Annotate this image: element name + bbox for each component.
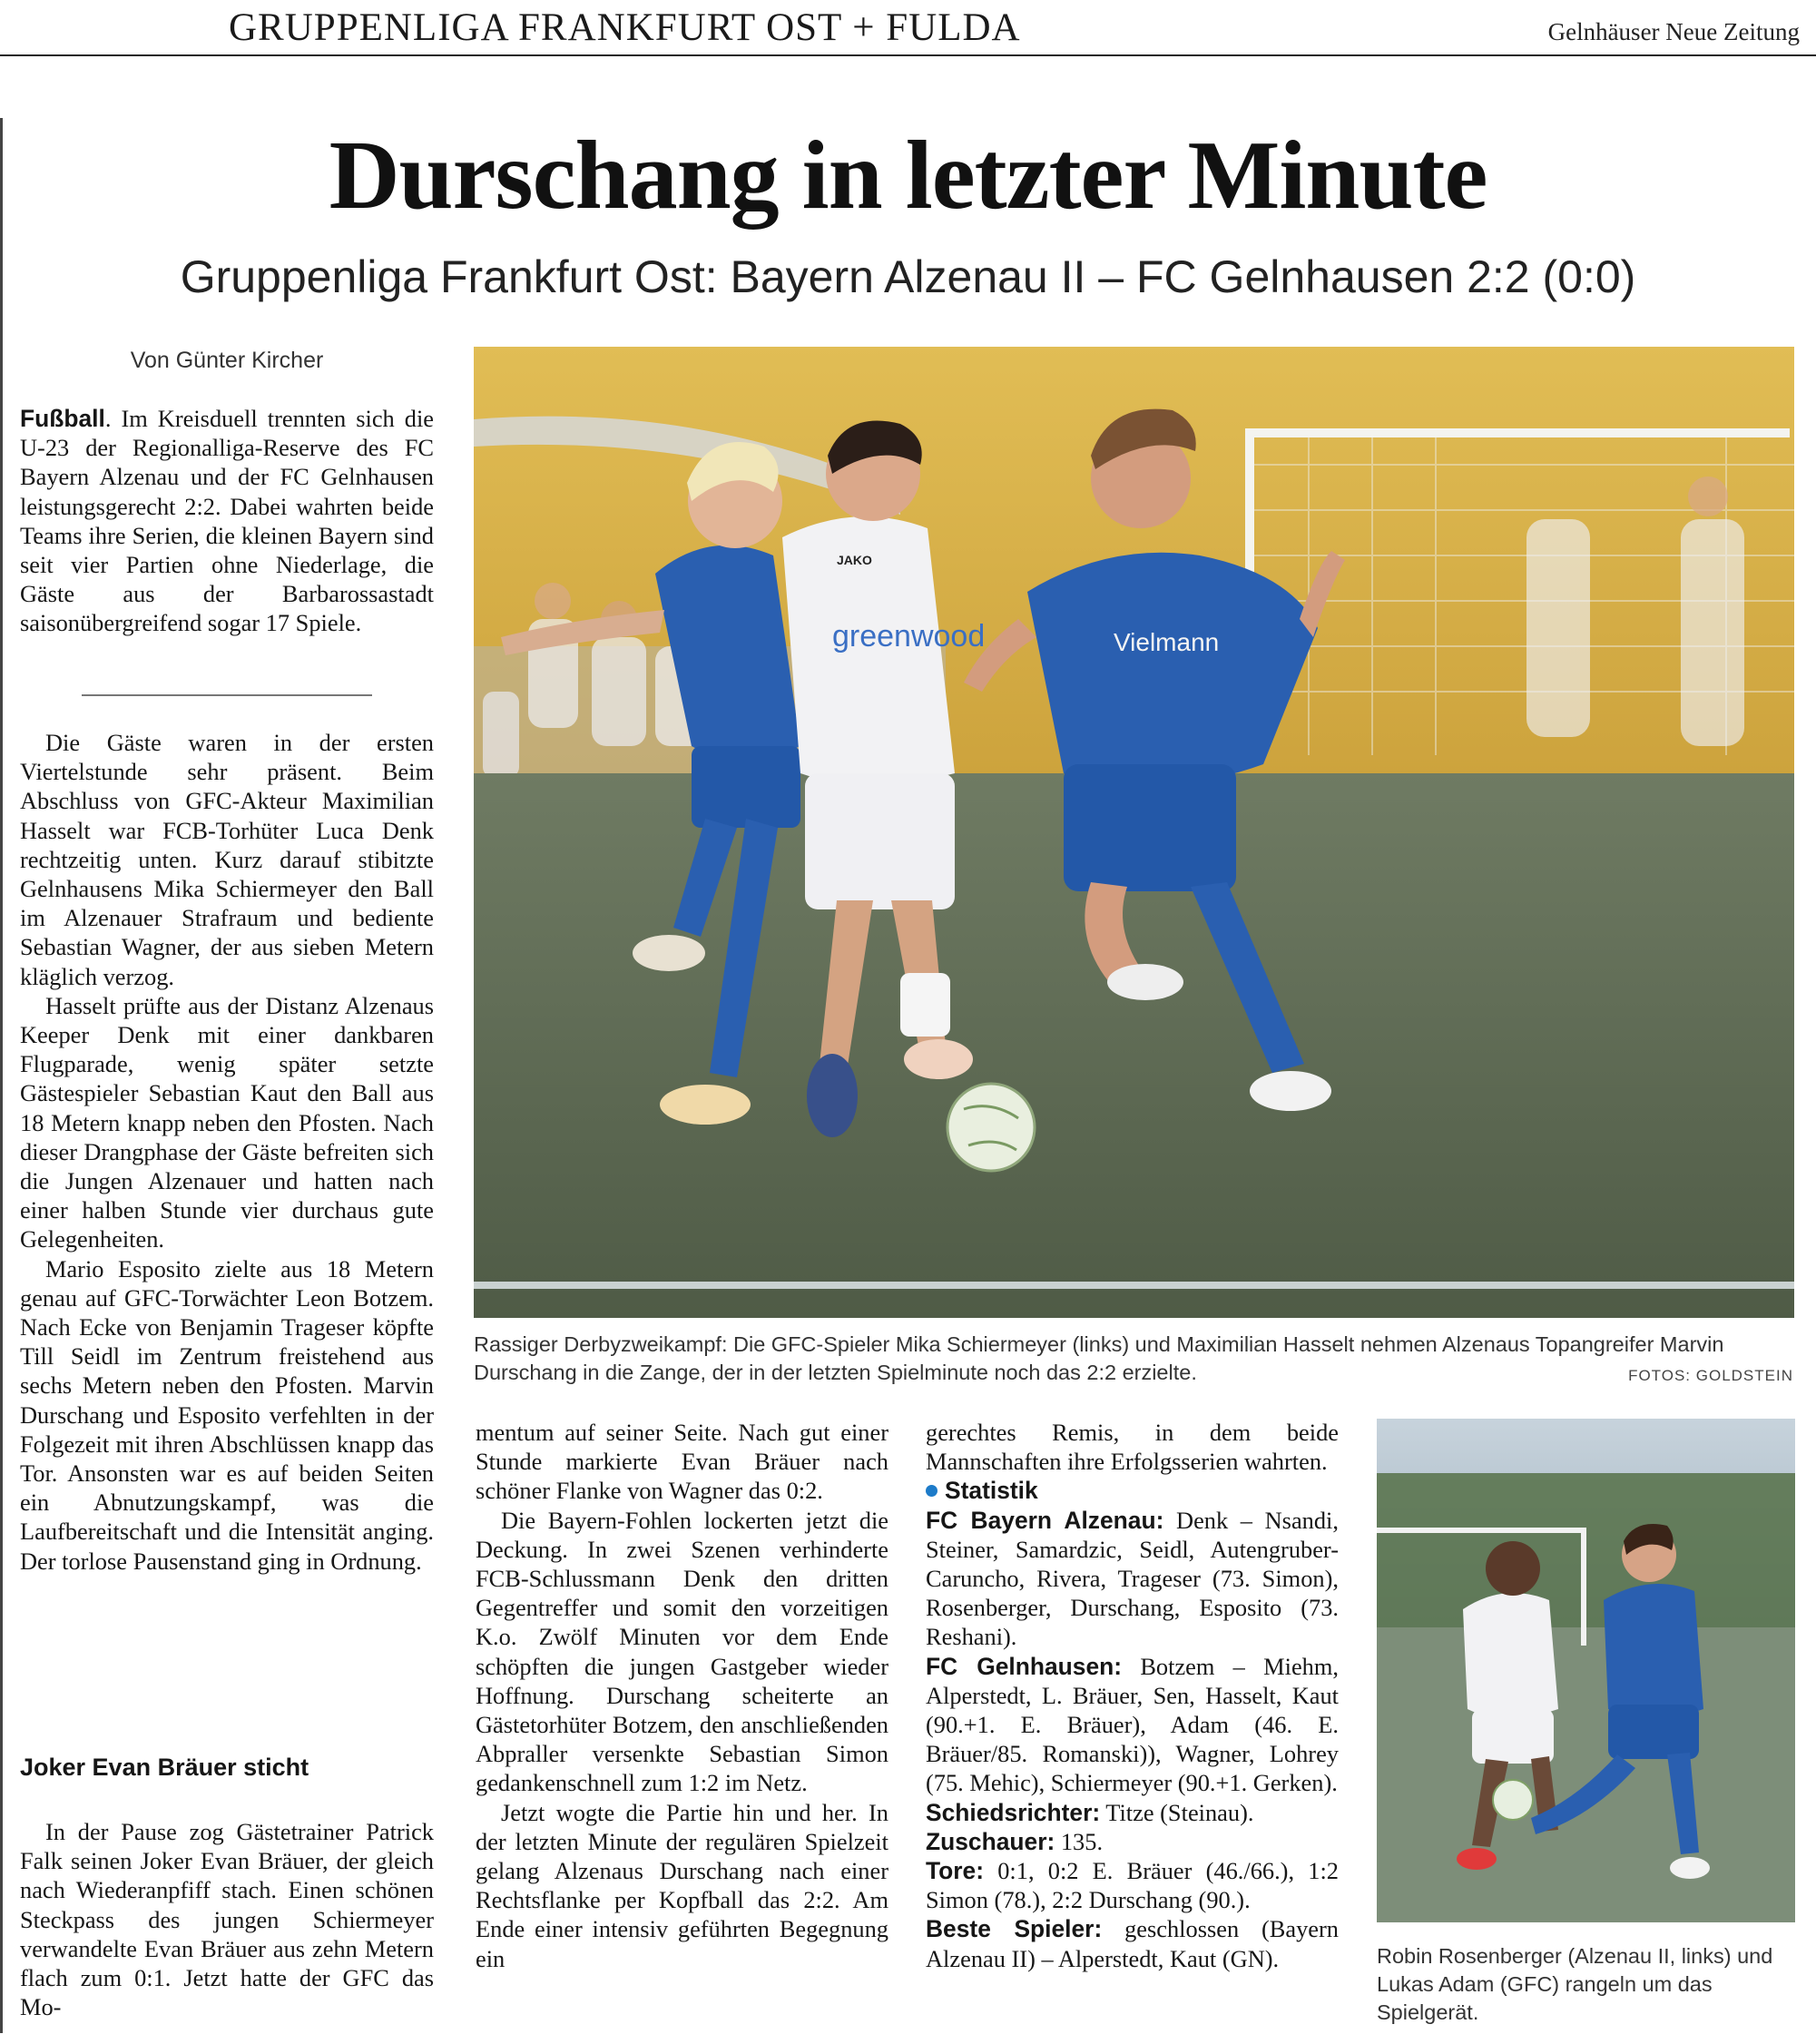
photo-credit: FOTOS: GOLDSTEIN <box>1628 1367 1793 1384</box>
column-1-continued <box>20 1817 434 2021</box>
lead-divider <box>82 694 372 696</box>
stats-referee: Titze (Steinau). <box>1105 1798 1254 1826</box>
column-3-body <box>926 1418 1339 1973</box>
column-1-body <box>20 728 434 1576</box>
football-duel-illustration <box>474 347 1794 1318</box>
stats-label: Beste Spieler: <box>926 1915 1103 1943</box>
article-headline: Durschang in letzter Minute <box>329 122 1487 230</box>
stats-label: Schiedsrichter: <box>926 1798 1101 1826</box>
page-edge-line <box>0 118 3 2033</box>
byline: Von Günter Kircher <box>130 348 324 373</box>
secondary-match-illustration <box>1377 1419 1795 1922</box>
jersey-brand-text: JAKO <box>837 553 872 567</box>
stats-goals: 0:1, 0:2 E. Bräuer (46./66.), 1:2 Simon (78.), 2:2 Durschang (90.). <box>926 1857 1339 1914</box>
jersey-sponsor-text: Vielmann <box>1114 628 1220 656</box>
lead-label: Fußball <box>20 405 105 432</box>
section-title: GRUPPENLIGA FRANKFURT OST + FULDA <box>229 6 1021 49</box>
main-photo <box>474 347 1794 1318</box>
article-subhead: Joker Evan Bräuer sticht <box>20 1754 309 1781</box>
header-rule <box>0 54 1816 56</box>
stats-attendance: 135. <box>1060 1827 1104 1855</box>
stats-label: Zuschauer: <box>926 1827 1055 1855</box>
lead-paragraph <box>20 404 434 638</box>
stats-label: FC Bayern Alzenau: <box>926 1506 1164 1534</box>
paragraph: Die Bayern-Fohlen lockerten jetzt die Deckung. In zwei Szenen verhinderte FCB-Schlussmann Denk den dritten Gegentreffer und somit den vorzeitigen K.o. Zwölf Minuten vor dem Ende schöpften die jungen Gastgeber wieder Hoffnung. Durschang scheiterte an Gästetorhüter Botzem, den anschließenden Abpraller versenkte Sebastian Simon gedankenschnell zum 1:2 im Netz. <box>476 1506 888 1797</box>
secondary-photo <box>1377 1419 1795 1922</box>
paragraph: Mario Esposito zielte aus 18 Metern genau auf GFC-Torwächter Leon Botzem. Nach Ecke von Benjamin Trageser köpfte Till Seidl im Zentrum freistehend aus sechs Metern neben den Pfosten. Marvin Durschang und Esposito verfehlten in der Folgezeit mit ihren Abschlüssen knapp das Tor. Ansonsten war es auf beiden Seiten ein Abnutzungskampf, was die Laufbereitschaft und die Intensität anging. Der torlose Pausenstand ging in Ordnung. <box>20 1254 434 1575</box>
stats-label: FC Gelnhausen: <box>926 1652 1123 1680</box>
bullet-icon <box>926 1485 937 1497</box>
jersey-sponsor-text: greenwood <box>832 619 986 653</box>
paragraph: Hasselt prüfte aus der Distanz Alzenaus Keeper Denk mit einer dankbaren Flugparade, wenig später setzte Gästespieler Sebastian Kaut den Ball aus 18 Metern knapp neben den Pfosten. Nach dieser Drangphase der Gäste befreiten sich die Jungen Alzenauer und hatten nach einer halben Stunde vier durchaus gute Gelegenheiten. <box>20 991 434 1253</box>
paragraph: In der Pause zog Gästetrainer Patrick Falk seinen Joker Evan Bräuer, der gleich nach Wiederanpfiff stach. Einen schönen Steckpass des jungen Schiermeyer verwandelte Evan Bräuer aus zehn Metern flach zum 0:1. Jetzt hatte der GFC das Mo- <box>20 1818 434 2021</box>
newspaper-name: Gelnhäuser Neue Zeitung <box>1547 18 1800 45</box>
article-subline: Gruppenliga Frankfurt Ost: Bayern Alzenau II – FC Gelnhausen 2:2 (0:0) <box>180 251 1636 302</box>
stats-label: Tore: <box>926 1857 985 1885</box>
lead-text: . Im Kreisduell trennten sich die U-23 der Regionalliga-Reserve des FC Bayern Alzenau und der FC Gelnhausen leistungsgerecht 2:2. Dabei wahrten beide Teams ihre Serien, die kleinen Bayern sind seit vier Partien ohne Niederlage, die Gäste aus der Barbarossastadt saisonübergreifend sogar 17 Spiele. <box>20 405 434 637</box>
stats-team1: Denk – Nsandi, Steiner, Samardzic, Seidl, Autengruber-Caruncho, Rivera, Trageser (73. Simon), Rosenberger, Durschang, Esposito (73. Reshani). <box>926 1506 1339 1651</box>
secondary-photo-caption: Robin Rosenberger (Alzenau II, links) und Lukas Adam (GFC) rangeln um das Spielgerät. <box>1377 1944 1773 2024</box>
stats-best-players: geschlossen (Bayern Alzenau II) – Alperstedt, Kaut (GN). <box>926 1915 1339 1972</box>
stats-team2: Botzem – Miehm, Alperstedt, L. Bräuer, Sen, Hasselt, Kaut (90.+1. E. Bräuer), Adam (46. E. Bräuer/85. Romanski)), Wagner, Lohrey (75. Mehic), Schiermeyer (90.+1. Gerken). <box>926 1652 1339 1797</box>
main-photo-caption: Rassiger Derbyzweikampf: Die GFC-Spieler Mika Schiermeyer (links) und Maximilian Hasselt nehmen Alzenaus Topangreifer Marvin Durschang in die Zange, der in der letzten Spielminute noch das 2:2 erzielte. <box>474 1332 1724 1384</box>
column-2-body <box>476 1418 888 1973</box>
paragraph: Jetzt wogte die Partie hin und her. In der letzten Minute der regulären Spielzeit gelang Alzenaus Durschang nach einer Rechtsflanke per Kopfball das 2:2. Am Ende einer intensiv geführten Begegnung ein <box>476 1798 888 1972</box>
stats-title: Statistik <box>945 1477 1038 1505</box>
paragraph: mentum auf seiner Seite. Nach gut einer Stunde markierte Evan Bräuer nach schöner Flanke von Wagner das 0:2. <box>476 1419 888 1505</box>
paragraph: gerechtes Remis, in dem beide Mannschaften ihre Erfolgsserien wahrten. <box>926 1419 1339 1476</box>
paragraph: Die Gäste waren in der ersten Viertelstunde sehr präsent. Beim Abschluss von GFC-Akteur Maximilian Hasselt war FCB-Torhüter Luca Denk rechtzeitig unten. Kurz darauf stibitzte Gelnhausens Mika Schiermeyer den Ball im Alzenauer Strafraum und bediente Sebastian Wagner, der aus sieben Metern kläglich verzog. <box>20 729 434 990</box>
